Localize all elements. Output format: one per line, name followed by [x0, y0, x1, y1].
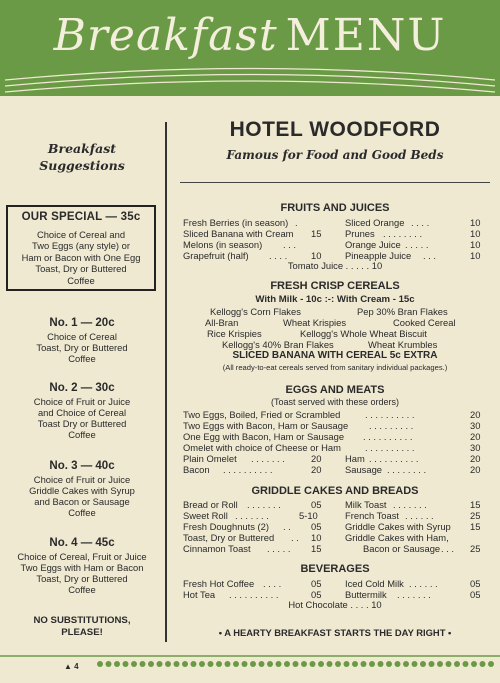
border-dot — [267, 661, 273, 667]
border-dot — [233, 661, 239, 667]
logo-icon: ▲ — [64, 662, 72, 671]
border-dot — [148, 661, 154, 667]
item-dots: . . . . . . . . . . — [365, 409, 415, 420]
menu-row — [183, 453, 487, 464]
item-dots: . . . . . . . . — [387, 464, 427, 475]
border-dot — [293, 661, 299, 667]
item-name: Plain Omelet — [183, 453, 237, 464]
item-dots: . . . . . . . . . — [369, 420, 414, 431]
border-dot — [420, 661, 426, 667]
menu-row — [183, 431, 487, 442]
item-name: Bacon — [183, 464, 210, 475]
item-price: 15 — [311, 228, 322, 239]
section-title-cereals: FRESH CRISP CEREALS — [270, 280, 400, 292]
option-line: Toast, Dry or Buttered — [36, 342, 128, 353]
item-name: Two Eggs, Boiled, Fried or Scrambled — [183, 409, 341, 420]
section-title-fruits: FRUITS AND JUICES — [280, 202, 390, 214]
item-name: Pineapple Juice — [345, 250, 412, 261]
border-dot — [488, 661, 494, 667]
border-dot — [157, 661, 163, 667]
item-price: 15 — [470, 521, 481, 532]
option-line: and Bacon or Sausage — [34, 496, 130, 507]
border-dot — [386, 661, 392, 667]
border-dot — [318, 661, 324, 667]
border-dot — [437, 661, 443, 667]
item-price: 25 — [470, 543, 481, 554]
item-price: 05 — [470, 578, 481, 589]
hotel-name: HOTEL WOODFORD — [229, 118, 441, 141]
suggestions-line-1: Breakfast — [47, 141, 117, 156]
item-dots: . . . . . . . — [393, 499, 427, 510]
border-dot — [454, 661, 460, 667]
special-line: Ham or Bacon with One Egg — [21, 251, 141, 263]
item-dots: . . . . . — [267, 543, 291, 554]
special-line: Choice of Cereal and — [36, 228, 126, 240]
menu-row — [183, 420, 487, 431]
menu-row — [183, 578, 487, 589]
border-dot — [182, 661, 188, 667]
special-box — [6, 205, 156, 291]
border-dot — [471, 661, 477, 667]
section-title-griddle: GRIDDLE CAKES AND BREADS — [251, 485, 419, 497]
item-name: Milk Toast — [345, 499, 387, 510]
item-dots: . . . . . . . . . . — [229, 589, 279, 600]
item-name: Hot Tea — [183, 589, 216, 600]
item-price: 30 — [470, 442, 481, 453]
cereal-item: All-Bran — [205, 317, 239, 328]
border-dot — [310, 661, 316, 667]
item-dots: . . . — [423, 250, 437, 261]
item-name: Fresh Doughnuts (2) — [183, 521, 269, 532]
item-name: Orange Juice — [345, 239, 401, 250]
banner-title — [0, 10, 500, 61]
item-price: 20 — [470, 409, 481, 420]
menu-row — [183, 442, 487, 453]
cereal-note: (All ready-to-eat cereals served from sanitary individual packages.) — [222, 363, 448, 372]
border-dot — [191, 661, 197, 667]
option-line: Toast, Dry or Buttered — [36, 573, 128, 584]
item-price: 5-10 — [299, 510, 318, 521]
banner-title-caps: MENU — [285, 10, 447, 61]
menu-row — [183, 521, 487, 532]
border-dot — [352, 661, 358, 667]
item-name: Ham — [345, 453, 365, 464]
header-rule — [180, 182, 490, 183]
border-dot — [361, 661, 367, 667]
item-name: Sliced Banana with Cream — [183, 228, 294, 239]
item-name: Cinnamon Toast — [183, 543, 251, 554]
item-name: Griddle Cakes with Syrup — [345, 521, 451, 532]
tomato-juice: Tomato Juice . . . . . 10 — [287, 260, 383, 271]
option-line: and Choice of Cereal — [37, 407, 127, 418]
border-dot — [429, 661, 435, 667]
item-dots: . . . — [441, 543, 455, 554]
item-dots: . . . . . . . . . . — [223, 464, 273, 475]
border-dot — [463, 661, 469, 667]
option-2 — [6, 383, 158, 440]
hotel-tagline: Famous for Food and Good Beds — [226, 148, 444, 162]
cereal-item: Pep 30% Bran Flakes — [357, 306, 448, 317]
section-title-eggs: EGGS AND MEATS — [285, 384, 385, 396]
item-price: 20 — [311, 453, 322, 464]
item-name: Prunes — [345, 228, 375, 239]
item-dots: . . . . . . . — [251, 453, 285, 464]
cereal-item: Wheat Krumbles — [368, 339, 438, 350]
border-dot — [242, 661, 248, 667]
item-dots: . . . . . . . — [397, 589, 431, 600]
item-price: 10 — [470, 228, 481, 239]
border-dot — [123, 661, 129, 667]
item-price: 20 — [311, 464, 322, 475]
item-price: 10 — [470, 217, 481, 228]
menu-row — [183, 228, 487, 239]
option-title: No. 3 — 40c — [49, 460, 115, 472]
item-name: Sliced Orange — [345, 217, 405, 228]
item-price: 05 — [311, 499, 322, 510]
no-substitutions — [6, 615, 158, 639]
menu-row — [183, 510, 487, 521]
item-price: 15 — [470, 499, 481, 510]
border-dot — [208, 661, 214, 667]
item-name: One Egg with Bacon, Ham or Sausage — [183, 431, 345, 442]
border-dot — [284, 661, 290, 667]
item-price: 10 — [470, 239, 481, 250]
border-dot — [480, 661, 486, 667]
border-dot — [225, 661, 231, 667]
item-dots: . . . . . . — [409, 578, 438, 589]
option-line: Coffee — [68, 584, 96, 595]
border-dot — [301, 661, 307, 667]
cereal-extra: SLICED BANANA WITH CEREAL 5c EXTRA — [232, 350, 438, 361]
item-dots: . . — [283, 521, 291, 532]
item-price: 10 — [470, 250, 481, 261]
cereal-item: Kellogg's 40% Bran Flakes — [222, 339, 334, 350]
cereal-item: Rice Krispies — [207, 328, 262, 339]
banner — [0, 0, 500, 105]
item-price: 05 — [470, 589, 481, 600]
item-dots: . . . . . . . . . . — [365, 442, 415, 453]
option-title: No. 4 — 45c — [49, 537, 115, 549]
border-dot — [140, 661, 146, 667]
border-dot — [276, 661, 282, 667]
option-line: Choice of Cereal — [47, 331, 117, 342]
item-price: 20 — [470, 431, 481, 442]
option-line: Coffee — [68, 353, 96, 364]
banner-title-script: Breakfast — [53, 10, 278, 61]
special-line: Two Eggs (any style) or — [32, 240, 130, 251]
menu-row — [183, 239, 487, 250]
item-name: Iced Cold Milk — [345, 578, 404, 589]
item-name: Omelet with choice of Cheese or Ham — [183, 442, 341, 453]
option-line: Choice of Fruit or Juice — [33, 474, 131, 485]
menu-row — [183, 464, 487, 475]
item-dots: . . . . . . . — [235, 510, 269, 521]
item-name: Bread or Roll — [183, 499, 238, 510]
special-line: Toast, Dry or Buttered — [35, 263, 127, 274]
item-dots: . . . . . . — [405, 510, 434, 521]
item-dots: . . — [291, 532, 299, 543]
item-dots: . . . . . . . . . . — [363, 431, 413, 442]
border-dot — [446, 661, 452, 667]
item-name: Two Eggs with Bacon, Ham or Sausage — [183, 420, 349, 431]
item-dots: . . . . . . . . — [383, 228, 423, 239]
item-dots: . . . . — [411, 217, 430, 228]
item-price: 20 — [470, 453, 481, 464]
item-dots: . — [295, 217, 298, 228]
item-dots: . . . — [283, 239, 297, 250]
item-price: 20 — [470, 464, 481, 475]
option-title: No. 2 — 30c — [49, 382, 115, 394]
item-name: Melons (in season) — [183, 239, 263, 250]
item-dots: . . . . — [263, 578, 282, 589]
item-name: Toast, Dry or Buttered — [183, 532, 275, 543]
no-substitutions-line: PLEASE! — [61, 627, 103, 638]
border-dot — [216, 661, 222, 667]
option-title: No. 1 — 20c — [49, 317, 115, 329]
item-name: Griddle Cakes with Ham, — [345, 532, 449, 543]
border-dot — [412, 661, 418, 667]
border-dot — [106, 661, 112, 667]
item-name: Grapefruit (half) — [183, 250, 249, 261]
border-dot — [259, 661, 265, 667]
item-dots: . . . . . — [405, 239, 429, 250]
border-dot — [369, 661, 375, 667]
menu-row — [183, 532, 487, 543]
border-dot — [114, 661, 120, 667]
border-dot — [327, 661, 333, 667]
eggs-note: (Toast served with these orders) — [270, 397, 400, 407]
footer-slogan: • A HEARTY BREAKFAST STARTS THE DAY RIGHT • — [218, 627, 452, 638]
item-dots: . . . . — [269, 250, 288, 261]
item-price: 05 — [311, 521, 322, 532]
option-line: Choice of Cereal, Fruit or Juice — [17, 551, 147, 562]
cereal-item: Kellogg's Whole Wheat Biscuit — [300, 328, 427, 339]
menu-row — [183, 499, 487, 510]
item-price: 05 — [311, 589, 322, 600]
item-name: Sweet Roll — [183, 510, 228, 521]
item-price: 30 — [470, 420, 481, 431]
border-dot — [174, 661, 180, 667]
option-line: Toast Dry or Buttered — [37, 418, 127, 429]
item-price: 10 — [311, 532, 322, 543]
border-dot — [250, 661, 256, 667]
item-price: 25 — [470, 510, 481, 521]
option-line: Griddle Cakes with Syrup — [29, 485, 135, 496]
item-price: 15 — [311, 543, 322, 554]
special-line: Coffee — [67, 274, 95, 286]
suggestions-heading — [6, 130, 158, 174]
border-dot — [97, 661, 103, 667]
item-name: Fresh Berries (in season) — [183, 217, 289, 228]
option-3 — [6, 461, 158, 518]
suggestions-line-2: Suggestions — [39, 158, 125, 173]
item-price: 10 — [311, 250, 322, 261]
decorative-dot-border — [0, 655, 500, 683]
cereal-item: Wheat Krispies — [283, 317, 347, 328]
border-dot — [403, 661, 409, 667]
option-line: Two Eggs with Ham or Bacon — [20, 562, 144, 573]
border-dot — [395, 661, 401, 667]
cereal-prices: With Milk - 10c :-: With Cream - 15c — [255, 294, 415, 305]
hot-chocolate: Hot Chocolate . . . . 10 — [288, 599, 382, 610]
option-1 — [6, 318, 158, 364]
menu-row — [183, 543, 487, 554]
item-name: Sausage — [345, 464, 383, 475]
menu-row — [183, 217, 487, 228]
option-line: Coffee — [68, 429, 96, 440]
item-dots: . . . . . . . — [247, 499, 281, 510]
no-substitutions-line: NO SUBSTITUTIONS, — [33, 615, 131, 626]
option-line: Choice of Fruit or Juice — [33, 396, 131, 407]
menu-row — [183, 409, 487, 420]
border-dot — [165, 661, 171, 667]
item-name: Bacon or Sausage — [363, 543, 441, 554]
cereal-item: Cooked Cereal — [393, 317, 456, 328]
item-name: Buttermilk — [345, 589, 387, 600]
border-dot — [335, 661, 341, 667]
border-dot — [199, 661, 205, 667]
column-divider — [165, 122, 167, 642]
option-4 — [6, 538, 158, 595]
item-name: French Toast — [345, 510, 400, 521]
special-title: OUR SPECIAL — 35c — [21, 211, 141, 223]
item-dots: . . . . . . . . . . — [369, 453, 419, 464]
cereal-item: Kellogg's Corn Flakes — [210, 306, 301, 317]
item-name: Fresh Hot Coffee — [183, 578, 255, 589]
option-line: Coffee — [68, 507, 96, 518]
border-dot — [131, 661, 137, 667]
section-title-beverages: BEVERAGES — [300, 563, 370, 575]
page-number-value: 4 — [74, 662, 79, 671]
border-dot — [378, 661, 384, 667]
item-price: 05 — [311, 578, 322, 589]
border-dot — [344, 661, 350, 667]
